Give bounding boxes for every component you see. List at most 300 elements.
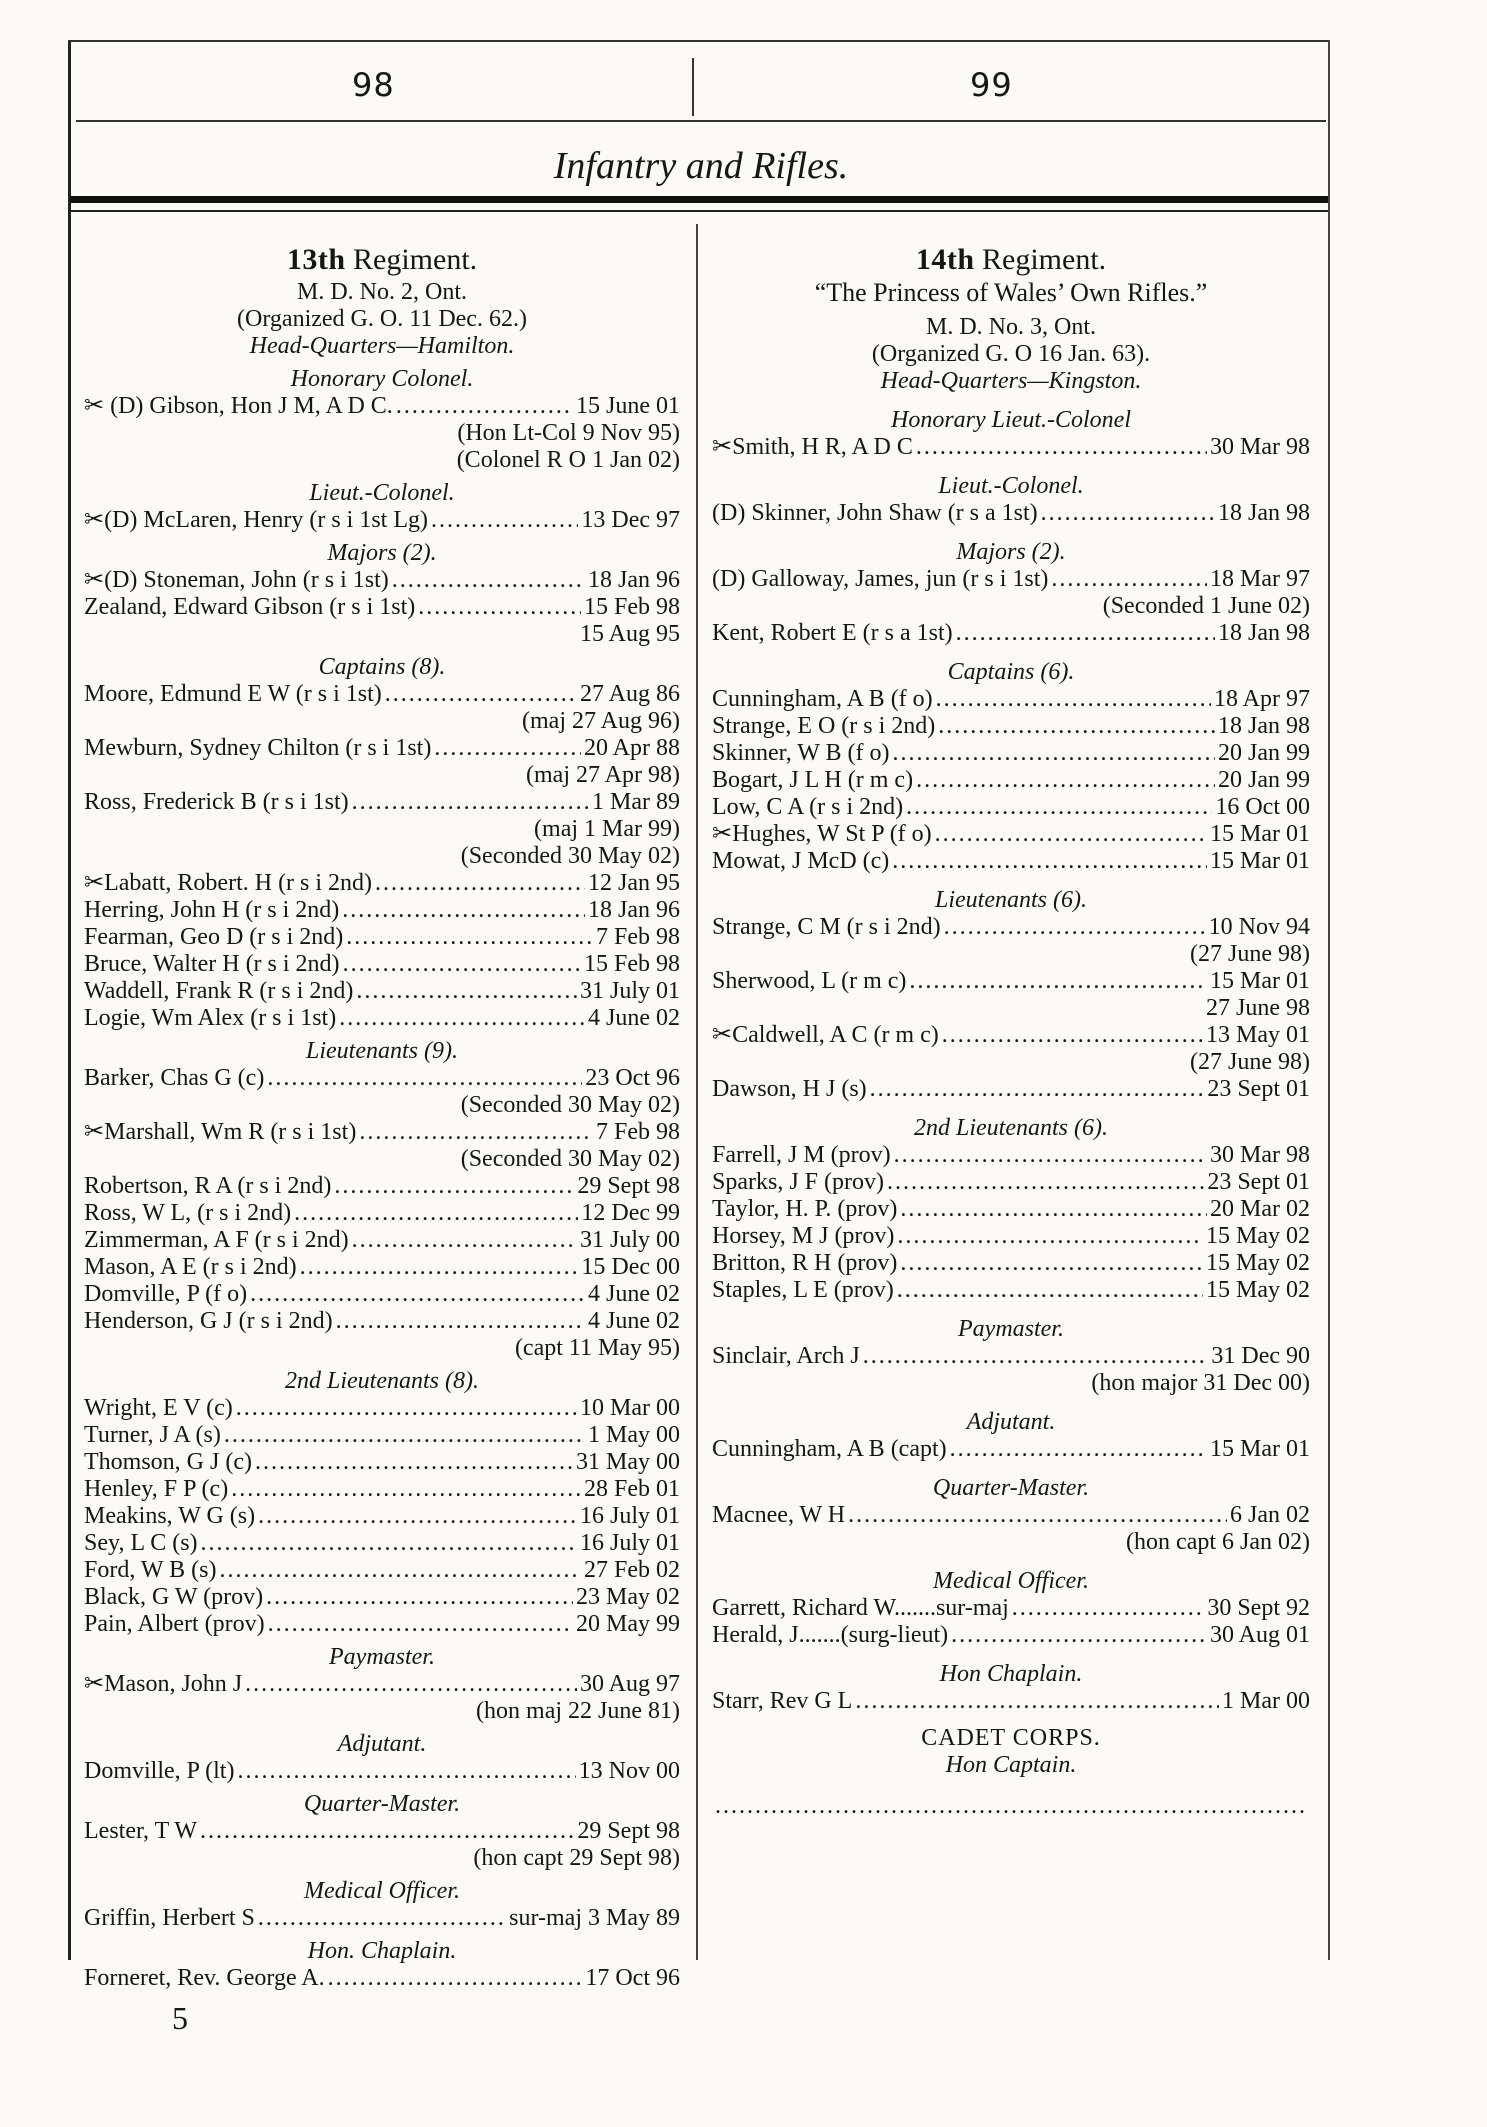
regiment-suffix: Regiment. [982, 243, 1107, 276]
officer-name: Bruce, Walter H (r s i 2nd) [84, 951, 340, 977]
leader-dots [352, 1227, 577, 1254]
appointment-date: 30 Aug 01 [1209, 1622, 1310, 1648]
officer-name: Henderson, G J (r s i 2nd) [84, 1308, 333, 1334]
appointment-date: 1 Mar 00 [1222, 1688, 1310, 1714]
leader-dots [916, 767, 1215, 794]
officer-entry [712, 434, 1310, 461]
entry-note: (hon capt 6 Jan 02) [1126, 1529, 1310, 1555]
officer-name: Waddell, Frank R (r s i 2nd) [84, 978, 354, 1004]
leader-dots [942, 1022, 1203, 1049]
appointment-date: 23 Oct 96 [585, 1065, 680, 1091]
cadet-blank-row [712, 1793, 1310, 1820]
leader-dots [356, 978, 577, 1005]
officer-entry [712, 914, 1310, 941]
officer-entry [712, 1436, 1310, 1463]
officer-entry [712, 686, 1310, 713]
officer-name: Zealand, Edward Gibson (r s i 1st) [84, 594, 416, 620]
leader-dots [328, 1965, 583, 1992]
entry-note: (27 June 98) [1190, 941, 1310, 967]
leader-dots [300, 1254, 579, 1281]
appointment-date: 31 July 01 [579, 978, 680, 1004]
officer-entry [84, 1449, 680, 1476]
officer-entry [84, 594, 680, 621]
block-heading: Lieut.-Colonel. [938, 473, 1084, 499]
officer-name: ✂Mason, John J [84, 1671, 243, 1697]
leader-dots [346, 924, 593, 951]
leader-dots [956, 620, 1215, 647]
entry-note: (maj 27 Aug 96) [522, 708, 680, 734]
appointment-date: 1 May 00 [588, 1422, 680, 1448]
leader-dots [396, 393, 573, 420]
entry-note: (Seconded 30 May 02) [460, 1092, 680, 1118]
officer-entry [84, 1557, 680, 1584]
officer-name: Cunningham, A B (f o) [712, 686, 933, 712]
appointment-date: 10 Nov 94 [1208, 914, 1310, 940]
organized: (Organized G. O. 11 Dec. 62.) [237, 306, 527, 332]
officer-entry [712, 740, 1310, 767]
officer-name: Henley, F P (c) [84, 1476, 229, 1502]
officer-entry [84, 1758, 680, 1785]
officer-entry [712, 767, 1310, 794]
header-top-rule [68, 40, 1330, 42]
block-heading: Lieutenants (9). [306, 1038, 458, 1064]
appointment-date: 18 Jan 98 [1218, 620, 1310, 646]
block-heading: Lieut.-Colonel. [309, 480, 455, 506]
entry-note: (Seconded 1 June 02) [1102, 593, 1310, 619]
officer-entry [84, 1611, 680, 1638]
leader-dots [892, 848, 1207, 875]
officer-entry [712, 1502, 1310, 1529]
regiment-number: 13th [286, 243, 346, 276]
block-heading: Hon. Chaplain. [307, 1938, 457, 1964]
appointment-date: 16 Oct 00 [1215, 794, 1310, 820]
appointment-date: 30 Sept 92 [1207, 1595, 1310, 1621]
leader-dots [900, 1250, 1203, 1277]
officer-name: Forneret, Rev. George A. [84, 1965, 325, 1991]
officer-name: ✂Marshall, Wm R (r s i 1st) [84, 1119, 357, 1145]
officer-entry [712, 1622, 1310, 1649]
block-heading: Captains (6). [947, 659, 1075, 685]
appointment-date: 31 May 00 [576, 1449, 680, 1475]
officer-name: Meakins, W G (s) [84, 1503, 256, 1529]
officer-entry [84, 1818, 680, 1845]
officer-entry [712, 821, 1310, 848]
officer-name: Sherwood, L (r m c) [712, 968, 907, 994]
entry-note: (hon capt 29 Sept 98) [473, 1845, 680, 1871]
officer-entry [84, 1254, 680, 1281]
officer-name: ✂Caldwell, A C (r m c) [712, 1022, 939, 1048]
officer-entry [84, 1281, 680, 1308]
officer-entry [712, 1343, 1310, 1370]
page-number-right: 99 [970, 66, 1013, 104]
officer-name: ✂(D) Stoneman, John (r s i 1st) [84, 567, 389, 593]
officer-name: Domville, P (lt) [84, 1758, 235, 1784]
officer-entry [712, 1595, 1310, 1622]
appointment-date: 20 Mar 02 [1210, 1196, 1310, 1222]
leader-dots [359, 1119, 593, 1146]
block-heading: Paymaster. [329, 1644, 435, 1670]
leader-dots [855, 1688, 1219, 1715]
appointment-date: 1 Mar 89 [592, 789, 680, 815]
entry-note: (maj 27 Apr 98) [526, 762, 680, 788]
block-heading: Captains (8). [318, 654, 446, 680]
officer-entry [84, 1422, 680, 1449]
officer-entry [84, 1308, 680, 1335]
appointment-date: 15 Feb 98 [584, 951, 680, 977]
officer-name: Fearman, Geo D (r s i 2nd) [84, 924, 344, 950]
entry-note: (hon major 31 Dec 00) [1091, 1370, 1310, 1396]
officer-name: Barker, Chas G (c) [84, 1065, 265, 1091]
officer-name: ✂(D) McLaren, Henry (r s i 1st Lg) [84, 507, 429, 533]
officer-entry [84, 567, 680, 594]
officer-name: Kent, Robert E (r s a 1st) [712, 620, 953, 646]
officer-entry [712, 1022, 1310, 1049]
appointment-date: 15 June 01 [576, 393, 680, 419]
leader-dots [339, 1005, 585, 1032]
block-heading: Medical Officer. [304, 1878, 460, 1904]
block-heading: Honorary Lieut.-Colonel [891, 407, 1131, 433]
officer-name: Herald, J.......(surg-lieut) [712, 1622, 949, 1648]
leader-dots [936, 686, 1211, 713]
leader-dots [236, 1395, 577, 1422]
leader-dots [951, 1622, 1207, 1649]
leader-dots [892, 740, 1215, 767]
leader-dots [906, 794, 1212, 821]
officer-name: Staples, L E (prov) [712, 1277, 894, 1303]
officer-name: ✂Labatt, Robert. H (r s i 2nd) [84, 870, 373, 896]
appointment-date: 27 Feb 02 [584, 1557, 680, 1583]
leader-dots [375, 870, 585, 897]
officer-entry [84, 1119, 680, 1146]
block-heading: Majors (2). [327, 540, 437, 566]
officer-name: Mowat, J McD (c) [712, 848, 890, 874]
leader-dots [245, 1671, 577, 1698]
officer-name: Mewburn, Sydney Chilton (r s i 1st) [84, 735, 432, 761]
officer-name: Skinner, W B (f o) [712, 740, 890, 766]
appointment-date: 13 May 01 [1206, 1022, 1310, 1048]
appointment-date: 18 Jan 98 [1218, 500, 1310, 526]
signature-mark: 5 [172, 2000, 188, 2036]
appointment-date: 4 June 02 [588, 1281, 680, 1307]
officer-name: Griffin, Herbert S [84, 1905, 255, 1931]
officer-name: Black, G W (prov) [84, 1584, 264, 1610]
leader-dots [392, 567, 585, 594]
block-heading: Honorary Colonel. [290, 366, 474, 392]
column-divider [696, 224, 698, 1960]
leader-dots [897, 1223, 1203, 1250]
officer-name: Britton, R H (prov) [712, 1250, 898, 1276]
officer-name: Moore, Edmund E W (r s i 1st) [84, 681, 382, 707]
leader-dots [258, 1905, 506, 1932]
appointment-date: 15 Dec 00 [581, 1254, 680, 1280]
officer-name: Zimmerman, A F (r s i 2nd) [84, 1227, 349, 1253]
officer-entry [84, 393, 680, 420]
leader-dots [336, 1308, 585, 1335]
appointment-date: 31 July 00 [579, 1227, 680, 1253]
appointment-date: 13 Nov 00 [578, 1758, 680, 1784]
officer-entry [712, 500, 1310, 527]
appointment-date: 20 Apr 88 [584, 735, 680, 761]
leader-dots [900, 1196, 1207, 1223]
block-heading: Hon Chaplain. [939, 1661, 1083, 1687]
leader-dots [935, 821, 1207, 848]
officer-name: Mason, A E (r s i 2nd) [84, 1254, 297, 1280]
officer-entry [84, 1671, 680, 1698]
officer-entry [712, 848, 1310, 875]
right-column [712, 240, 1310, 1820]
regiment-number: 14th [915, 243, 975, 276]
leader-dots [268, 1611, 573, 1638]
entry-note: (Hon Lt-Col 9 Nov 95) [457, 420, 680, 446]
appointment-date: 6 Jan 02 [1230, 1502, 1310, 1528]
left-column [84, 240, 680, 1992]
officer-name: Thomson, G J (c) [84, 1449, 252, 1475]
leader-dots [385, 681, 577, 708]
leader-dots [1012, 1595, 1205, 1622]
right-blocks [712, 395, 1310, 1715]
officer-name: Lester, T W [84, 1818, 198, 1844]
leader-dots [250, 1281, 585, 1308]
entry-note: 15 Aug 95 [579, 621, 680, 647]
entry-note: (Colonel R O 1 Jan 02) [456, 447, 680, 473]
header-rule [76, 120, 1326, 122]
leader-dots [418, 594, 581, 621]
officer-entry [84, 1065, 680, 1092]
appointment-date: 30 Mar 98 [1210, 434, 1310, 460]
officer-entry [712, 1169, 1310, 1196]
leader-dots [887, 1169, 1204, 1196]
officer-name: ✂ (D) Gibson, Hon J M, A D C. [84, 393, 393, 419]
officer-entry [84, 924, 680, 951]
appointment-date: 15 Mar 01 [1210, 848, 1310, 874]
entry-note: (Seconded 30 May 02) [460, 1146, 680, 1172]
leader-dots [894, 1142, 1207, 1169]
headquarters: Head-Quarters—Hamilton. [249, 333, 515, 359]
officer-entry [712, 794, 1310, 821]
officer-name: Bogart, J L H (r m c) [712, 767, 914, 793]
officer-name: Cunningham, A B (capt) [712, 1436, 947, 1462]
officer-entry [84, 978, 680, 1005]
cadet-corps: CADET CORPS. [921, 1725, 1101, 1751]
officer-name: Starr, Rev G L [712, 1688, 853, 1714]
regiment-suffix: Regiment. [353, 243, 478, 276]
leader-dots [916, 434, 1207, 461]
leader-dots [224, 1422, 585, 1449]
page-number-left: 98 [352, 66, 395, 104]
leader-dots [1051, 566, 1207, 593]
appointment-date: 7 Feb 98 [596, 924, 680, 950]
officer-entry [84, 1227, 680, 1254]
thin-rule [70, 210, 1328, 212]
officer-name: Horsey, M J (prov) [712, 1223, 895, 1249]
leader-dots [431, 507, 578, 534]
leader-dots [219, 1557, 581, 1584]
appointment-date: 29 Sept 98 [577, 1173, 680, 1199]
officer-name: Sinclair, Arch J [712, 1343, 860, 1369]
appointment-date: 15 Mar 01 [1210, 968, 1310, 994]
leader-dots [1041, 500, 1215, 527]
officer-entry [712, 968, 1310, 995]
officer-entry [712, 1277, 1310, 1304]
leader-dots [342, 897, 585, 924]
officer-name: ✂Hughes, W St P (f o) [712, 821, 932, 847]
leader-dots [266, 1584, 573, 1611]
appointment-date: 15 May 02 [1206, 1277, 1310, 1303]
district: M. D. No. 3, Ont. [925, 314, 1096, 340]
entry-note: (capt 11 May 95) [514, 1335, 680, 1361]
leader-dots [267, 1065, 582, 1092]
officer-name: Dawson, H J (s) [712, 1076, 867, 1102]
leader-dots [258, 1503, 577, 1530]
block-heading: 2nd Lieutenants (8). [285, 1368, 479, 1394]
officer-entry [84, 507, 680, 534]
appointment-date: 15 May 02 [1206, 1250, 1310, 1276]
officer-entry [84, 1476, 680, 1503]
appointment-date: 4 June 02 [588, 1005, 680, 1031]
appointment-date: 4 June 02 [588, 1308, 680, 1334]
appointment-date: 20 May 99 [576, 1611, 680, 1637]
appointment-date: 16 July 01 [579, 1530, 680, 1556]
officer-name: Macnee, W H [712, 1502, 846, 1528]
appointment-date: 12 Dec 99 [581, 1200, 680, 1226]
appointment-date: 18 Jan 96 [588, 567, 680, 593]
officer-entry [712, 713, 1310, 740]
leader-dots [334, 1173, 574, 1200]
officer-name: Pain, Albert (prov) [84, 1611, 265, 1637]
officer-entry [84, 1173, 680, 1200]
officer-entry [84, 1503, 680, 1530]
appointment-date: 7 Feb 98 [596, 1119, 680, 1145]
officer-entry [84, 681, 680, 708]
appointment-date: 18 Jan 96 [588, 897, 680, 923]
block-heading: Quarter-Master. [303, 1791, 461, 1817]
officer-entry [84, 1395, 680, 1422]
appointment-date: 12 Jan 95 [588, 870, 680, 896]
right-border [1328, 40, 1330, 1960]
officer-name: ✂Smith, H R, A D C [712, 434, 913, 460]
officer-entry [712, 1196, 1310, 1223]
appointment-date: 16 July 01 [579, 1503, 680, 1529]
thick-rule [70, 196, 1328, 203]
officer-entry [712, 1250, 1310, 1277]
block-heading: Quarter-Master. [932, 1475, 1090, 1501]
officer-name: Taylor, H. P. (prov) [712, 1196, 898, 1222]
officer-entry [84, 1584, 680, 1611]
left-blocks [84, 360, 680, 1992]
leader-dots [201, 1530, 577, 1557]
officer-entry [712, 566, 1310, 593]
officer-entry [712, 1688, 1310, 1715]
leader-dots [352, 789, 589, 816]
page-number-divider [692, 58, 694, 116]
appointment-date: 23 May 02 [576, 1584, 680, 1610]
appointment-date: 27 Aug 86 [579, 681, 680, 707]
officer-name: Garrett, Richard W.......sur-maj [712, 1595, 1009, 1621]
appointment-date: 20 Jan 99 [1218, 740, 1310, 766]
officer-name: Low, C A (r s i 2nd) [712, 794, 904, 820]
officer-entry [84, 897, 680, 924]
block-heading: Paymaster. [958, 1316, 1064, 1342]
appointment-date: 18 Apr 97 [1214, 686, 1310, 712]
entry-note: (maj 1 Mar 99) [534, 816, 680, 842]
leader-dots [848, 1502, 1227, 1529]
officer-name: Logie, Wm Alex (r s i 1st) [84, 1005, 337, 1031]
leader-dots [255, 1449, 573, 1476]
leader-dots [231, 1476, 581, 1503]
officer-entry [84, 870, 680, 897]
appointment-date: 17 Oct 96 [585, 1965, 680, 1991]
appointment-date: 29 Sept 98 [577, 1818, 680, 1844]
officer-name: Domville, P (f o) [84, 1281, 248, 1307]
leader-dots [950, 1436, 1207, 1463]
appointment-date: 23 Sept 01 [1207, 1169, 1310, 1195]
leader-dots [294, 1200, 578, 1227]
officer-name: (D) Skinner, John Shaw (r s a 1st) [712, 500, 1038, 526]
section-title: Infantry and Rifles. [553, 145, 849, 187]
organized: (Organized G. O 16 Jan. 63). [871, 341, 1151, 367]
officer-name: Wright, E V (c) [84, 1395, 233, 1421]
appointment-date: 30 Aug 97 [579, 1671, 680, 1697]
officer-entry [712, 1142, 1310, 1169]
officer-name: Strange, E O (r s i 2nd) [712, 713, 936, 739]
district: M. D. No. 2, Ont. [296, 279, 467, 305]
leader-dots [715, 1793, 1307, 1820]
officer-name: Ross, W L, (r s i 2nd) [84, 1200, 292, 1226]
officer-name: Ross, Frederick B (r s i 1st) [84, 789, 349, 815]
officer-name: Strange, C M (r s i 2nd) [712, 914, 941, 940]
officer-name: Farrell, J M (prov) [712, 1142, 891, 1168]
officer-entry [712, 620, 1310, 647]
officer-name: Robertson, R A (r s i 2nd) [84, 1173, 332, 1199]
headquarters: Head-Quarters—Kingston. [880, 368, 1142, 394]
officer-entry [712, 1223, 1310, 1250]
block-heading: Adjutant. [966, 1409, 1056, 1435]
appointment-date: 18 Jan 98 [1218, 713, 1310, 739]
appointment-date: 31 Dec 90 [1211, 1343, 1310, 1369]
entry-note: (27 June 98) [1190, 1049, 1310, 1075]
officer-entry [84, 951, 680, 978]
officer-name: Sey, L C (s) [84, 1530, 198, 1556]
leader-dots [909, 968, 1207, 995]
officer-entry [84, 789, 680, 816]
entry-note: (Seconded 30 May 02) [460, 843, 680, 869]
appointment-date: 15 Mar 01 [1210, 1436, 1310, 1462]
appointment-date: 18 Mar 97 [1210, 566, 1310, 592]
leader-dots [870, 1076, 1205, 1103]
block-heading: Medical Officer. [933, 1568, 1089, 1594]
appointment-date: 10 Mar 00 [580, 1395, 680, 1421]
leader-dots [200, 1818, 574, 1845]
appointment-date: 23 Sept 01 [1207, 1076, 1310, 1102]
officer-entry [84, 1005, 680, 1032]
leader-dots [944, 914, 1206, 941]
officer-entry [84, 1200, 680, 1227]
appointment-date: sur-maj 3 May 89 [509, 1905, 680, 1931]
block-heading: Lieutenants (6). [935, 887, 1087, 913]
officer-name: Sparks, J F (prov) [712, 1169, 884, 1195]
regiment-title [84, 243, 680, 276]
appointment-date: 15 May 02 [1206, 1223, 1310, 1249]
officer-name: Ford, W B (s) [84, 1557, 217, 1583]
block-heading: Majors (2). [956, 539, 1066, 565]
leader-dots [343, 951, 581, 978]
officer-entry [84, 1965, 680, 1992]
entry-note: 27 June 98 [1206, 995, 1310, 1021]
entry-note: (hon maj 22 June 81) [476, 1698, 680, 1724]
leader-dots [897, 1277, 1203, 1304]
leader-dots [863, 1343, 1209, 1370]
block-heading: Adjutant. [337, 1731, 427, 1757]
